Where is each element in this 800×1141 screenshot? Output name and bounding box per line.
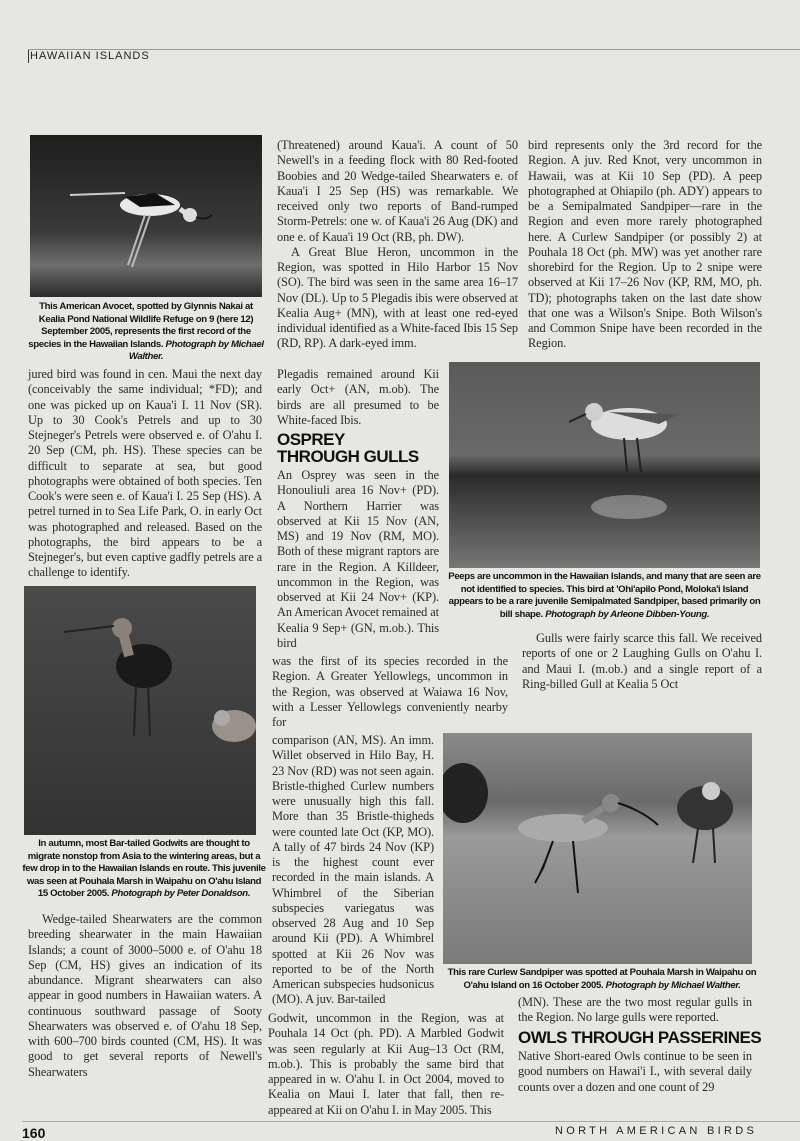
footer-rule	[22, 1121, 800, 1122]
article-text-col1-bottom	[28, 912, 262, 1080]
sandpiper-photo-caption	[447, 571, 762, 621]
article-text-col2-top	[277, 138, 518, 352]
journal-title: NORTH AMERICAN BIRDS	[555, 1125, 758, 1137]
paragraph: jured bird was found in cen. Maui the next day (conceivably the same individual; *FD); and one was picked up on Kaua'i I. 11 Nov (SR). Up to 30 Cook's Petrels and up to 30 Stejneger's Petrels were observed e. of O'ahu I. 20 Sep (CM, ph. HS). These species can be difficult to separate at sea, but good photographs were obtained of both species. Ten Cook's were seen e. of Kaua'i I. 25 Sep (HS). A petrel turned in to Sea Life Park, O. in early Oct was photographed and released. Based on the photographs, the bird appears to be a Stejneger's, but even captive gadfly petrels are a challenge to identify.	[28, 367, 262, 580]
paragraph: Gulls were fairly scarce this fall. We received reports of one or 2 Laughing Gulls on O'ahu I. and Maui I. (m.ob.) and a single report of a Ring-billed Gull at Kealia 5 Oct	[522, 631, 762, 691]
paragraph: (Threatened) around Kaua'i. A count of 50 Newell's in a feeding flock with 80 Red-footed Boobies and 20 Wedge-tailed Shearwaters e. of Kaua'i I 25 Sep (HS) was remarkable. We received only two reports of Band-rumped Storm-Petrels: one w. of Kaua'i 26 Aug (DK) and one e. of Kaua'i 19 Oct (RB, ph. DW).	[277, 138, 518, 244]
heading-line: THROUGH GULLS	[277, 447, 419, 466]
paragraph: Godwit, uncommon in the Region, was at Pouhala 14 Oct (ph. PD). A Marbled Godwit was seen regularly at Kii Aug–13 Oct (RM, m.ob.). This is probably the same bird that appeared in w. O'ahu I. in Oct 2004, moved to Kealia on Maui I. later that fall, then re-appeared at Kii on O'ahu I. in May 2005. This	[268, 1011, 504, 1117]
section-heading-osprey	[277, 431, 419, 465]
paragraph: bird represents only the 3rd record for the Region. A juv. Red Knot, very uncommon in Hawaii, was at Kii 10 Sep (PD). A peep photographed at Ohiapilo (ph. ADY) appears to be a Semipalmated Sandpiper—rare in the Region and even more rarely photographed here. A Curlew Sandpiper (or possibly 2) at Pouhala 18 Oct (ph. MW) was yet another rare shorebird for the Region. Up to 2 snipe were observed at Kii 17–26 Nov (KP, RM, MO, ph. TD); photographs taken on the last date show that one was a Wilson's Snipe. Both Wilson's and Common Snipe have been recorded in the Region.	[528, 138, 762, 351]
photo-credit: Photograph by Peter Donaldson.	[111, 888, 251, 899]
article-text-owls	[518, 1049, 752, 1095]
avocet-photo	[30, 135, 262, 297]
photo-credit: Photograph by Michael Walther.	[128, 338, 264, 362]
article-text-col3-top	[528, 138, 762, 352]
section-title: HAWAIIAN ISLANDS	[30, 50, 150, 62]
caption-text: This rare Curlew Sandpiper was spotted at Pouhala Marsh in Waipahu on O'ahu Island on 16 October 2005.	[447, 967, 757, 991]
heading-line: OSPREY	[277, 430, 345, 449]
paragraph: An Osprey was seen in the Honouliuli area 16 Nov+ (PD). A Northern Harrier was observed at Kii 15 Nov (AN, MS) and 19 Nov (RM, MO). Both of these migrant raptors are rare in the Region. A Killdeer, uncommon in the Region, was observed at Kii 24 Nov+ (KP). An American Avocet remained at Kealia 9 Sep+ (GN, m.ob.). This bird	[277, 468, 439, 650]
paragraph: Native Short-eared Owls continue to be seen in good numbers on Hawai'i I., with several daily counts over a dozen and one count of 29	[518, 1049, 752, 1094]
article-text-osprey	[277, 468, 439, 651]
caption-text: Peeps are uncommon in the Hawaiian Islands, and many that are seen are not identified to species. This bird at 'Ohi'apilo Pond, Moloka'i Island appears to be a rare juvenile Semipalmated Sandpiper, based primarily on bill shape.	[448, 571, 761, 620]
page-number: 160	[22, 1125, 46, 1141]
photo-credit: Photograph by Arleone Dibben-Young.	[545, 608, 710, 620]
avocet-photo-caption	[28, 301, 264, 364]
sandpiper-photo	[449, 362, 760, 568]
paragraph: Wedge-tailed Shearwaters are the common breeding shearwater in the main Hawaiian Islands; a count of 3000–5000 e. of O'ahu 18 Sep (CM, HS) gives an indication of its abundance. Migrant shearwaters can also appear in good numbers in Hawaiian waters. A continuous southward passage of Sooty Shearwaters was observed e. of O'ahu 18 Sep, with 600–700 birds counted (CM, HS). It was good to get several reports of Newell's Shearwaters	[28, 912, 262, 1079]
paragraph: (MN). These are the two most regular gulls in the Region. No large gulls were reported.	[518, 995, 752, 1025]
article-text-gulls-cont	[518, 995, 752, 1026]
photo-credit: Photograph by Michael Walther.	[605, 979, 741, 991]
paragraph: A Great Blue Heron, uncommon in the Region, was spotted in Hilo Harbor 15 Nov (SO). The bird was seen in the same area 16–17 Nov (DL). Up to 5 Plegadis ibis were observed at Kealia Aug+ (MN), with at least one red-eyed individual identified as a White-faced Ibis 15 Sep (RD, RP). A dark-eyed imm.	[277, 244, 518, 351]
article-text-gulls	[522, 631, 762, 692]
article-text-col2-ibis	[277, 367, 439, 428]
article-text-col2-bottom	[268, 1011, 504, 1118]
caption-text: In autumn, most Bar-tailed Godwits are thought to migrate nonstop from Asia to the wintering areas, but a few drop in to the Hawaiian Islands en route. This juvenile was seen at Pouhala Marsh in Waipahu on O'ahu Island 15 October 2005.	[22, 838, 266, 899]
article-text-osprey-narrow	[272, 733, 434, 1008]
curlew-sandpiper-photo	[443, 733, 752, 964]
paragraph: was the first of its species recorded in the Region. A Greater Yellowlegs, uncommon in the Region, was observed at Waiawa 16 Nov, with a Lesser Yellowlegs conveniently nearby for	[272, 654, 508, 729]
paragraph: comparison (AN, MS). An imm. Willet observed in Hilo Bay, H. 23 Nov (RD) was not seen again. Bristle-thighed Curlew numbers were unusually high this fall. More than 35 Bristle-thigheds were counted late Oct (KP, MO). A tally of 47 birds 24 Nov (KP) is the highest count ever recorded in the main islands. A Whimbrel of the Siberian subspecies variegatus was observed 28 Aug and 10 Sep around Kii (PD). A Whimbrel spotted at Kii 26 Nov was reported to be of the North American subspecies hudsonicus (MO). A juv. Bar-tailed	[272, 733, 434, 1007]
section-heading-owls: OWLS THROUGH PASSERINES	[518, 1028, 762, 1047]
godwit-photo-caption	[22, 838, 266, 901]
paragraph: Plegadis remained around Kii early Oct+ (AN, m.ob). The birds are all presumed to be White-faced Ibis.	[277, 367, 439, 427]
curlew-sandpiper-photo-caption	[440, 967, 764, 992]
godwit-photo	[24, 586, 256, 835]
article-text-osprey-wide	[272, 654, 508, 730]
article-text-col1-top	[28, 367, 262, 581]
caption-text: This American Avocet, spotted by Glynnis Nakai at Kealia Pond National Wildlife Refuge on 9 (here 12) September 2005, represents the first record of the species in the Hawaiian Islands.	[28, 301, 254, 350]
